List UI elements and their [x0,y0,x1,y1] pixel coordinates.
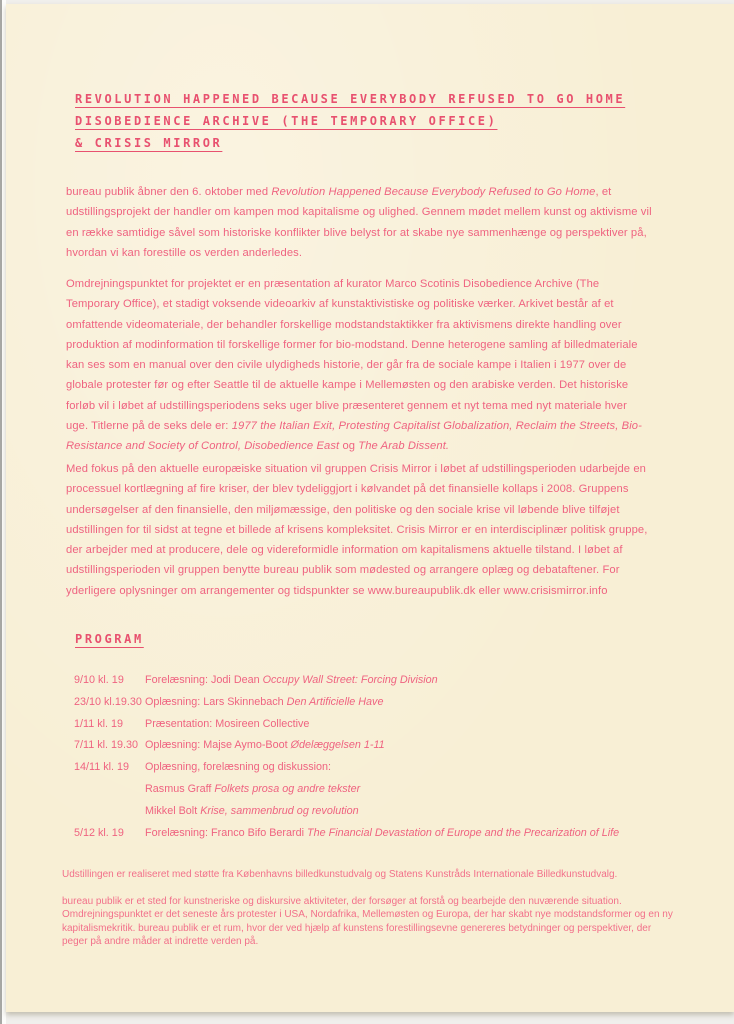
program-event [145,714,694,736]
program-row [74,670,694,692]
text-run: Med fokus på den aktuelle europæiske situation vil gruppen Crisis Mirror i løbet af udstillingsperioden udarbejde en processuel kortlægning af fire kriser, der blev tydeliggjort i kølvandet på det finansielle kollaps i 2008. Gruppens undersøgelser af den finansielle, den miljømæssige, den politiske og den sociale krise vil løbende blive tilføjet udstillingen for til sidst at tegne et billede af krisens kompleksitet. Crisis Mirror er en interdisciplinær politisk gruppe, der arbejder med at producere, dele og videreformidle information om kapitalismens aktuelle tilstand. I løbet af udstillingsperioden vil gruppen benytte bureau publik som mødested og arrangere oplæg og debataftener. For yderligere oplysninger om arrangementer og tidspunkter se www.bureaupublik.dk eller www.crisismirror.info [66,463,648,597]
text-run: Forelæsning: Franco Bifo Berardi [145,826,308,839]
work-title: Krise, sammenbrud og revolution [200,804,359,817]
program-event [145,801,694,823]
program-date: 5/12 kl. 19 [74,826,124,839]
program-event [145,735,694,757]
exhibition-title [75,88,625,154]
program-row [74,757,694,779]
text-run: Mikkel Bolt [145,804,201,817]
program-event [145,823,694,845]
program-row [74,735,694,757]
program-date: 23/10 kl.19.30 [74,695,142,708]
work-title: 1977 the Italian Exit, Protesting Capitalist Globalization, Reclaim the Streets, Bio-Resistance and Society of Control, Disobedience East [66,420,642,453]
work-title: Revolution Happened Because Everybody Refused to Go Home [271,186,596,198]
program-row [74,714,694,736]
program-date: 1/11 kl. 19 [74,717,124,730]
work-title: The Financial Devastation of Europe and the Precarization of Life [307,826,620,839]
text-run: Omdrejningspunktet for projektet er en præsentation af kurator Marco Scotinis Disobedience Archive (The Temporary Office), et stadigt voksende videoarkiv af kunstaktivistiske og politiske værker. Arkivet består af et omfattende videomateriale, der behandler forskellige modstandstaktikker fra aktivismens direkte handling over produktion af modinformation til forskellige former for bio-modstand. Denne heterogene samling af billedmateriale kan ses som en manual over den civile ulydigheds historie, der går fra de sociale kampe i Italien i 1977 over de globale protester før og efter Seattle til de aktuelle kampe i Mellemøsten og den arabiske verden. Det historiske forløb vil i løbet af udstillingsperiodens seks uger blive præsenteret gennem et nyt tema med nyt materiale hver uge. Titlerne på de seks dele er: [66,278,638,433]
program-date: 7/11 kl. 19.30 [74,739,139,752]
text-run: Præsentation: Mosireen Collective [145,717,310,730]
title-line: & CRISIS MIRROR [75,136,223,150]
work-title: Den Artificielle Have [286,695,384,708]
program-date: 14/11 kl. 19 [74,761,130,774]
program-row [74,692,694,714]
program-date [74,779,145,801]
program-list [74,670,694,844]
program-event [145,670,694,692]
work-title: The Arab Dissent. [358,440,450,453]
text-run: Oplæsning: Lars Skinnebach [145,695,287,708]
about-paragraph: bureau publik er et sted for kunstneriske og diskursive aktiviteter, der forsøger at forstå og bearbejde den nuværende situation. Omdrejningspunktet er det seneste års protester i USA, Nordafrika, Mellemøsten og Europa, der har skabt nye modstandsformer og en ny kapitalismekritik. bureau publik er et rum, hvor der ved hjælp af kunstens forestillingsevne genereres betydninger og perspektiver, der peger på andre måder at indrette verden på. [62,896,673,948]
program-date [74,801,145,823]
paper-sheet [6,4,734,1012]
program-row [74,801,694,823]
text-run: bureau publik åbner den 6. oktober med [66,186,272,198]
title-line: DISOBEDIENCE ARCHIVE (THE TEMPORARY OFFICE) [75,114,498,128]
program-event [145,692,694,714]
work-title: Folkets prosa og andre tekster [214,782,361,795]
support-credit-line: Udstillingen er realiseret med støtte fra Københavns billedkunstudvalg og Statens Kunstråds Internationale Billedkunstudvalg. [62,869,618,880]
program-event [145,779,694,801]
text-run: , et udstillingsprojekt der handler om kampen mod kapitalisme og ulighed. Gennem mødet mellem kunst og aktivisme vil en række samtidige såvel som historiske konflikter blive belyst for at skabe nye sammenhænge og perspektiver på, hvordan vi kan forestille os verden anderledes. [66,186,652,259]
text-run: og [339,440,359,453]
intro-paragraph [66,182,652,263]
work-title: Ødelæggelsen 1-11 [290,739,385,752]
program-row [74,823,694,845]
program-row [74,779,694,801]
text-run: Oplæsning: Majse Aymo-Boot [145,739,291,752]
work-title: Occupy Wall Street: Forcing Division [262,674,438,686]
program-heading: PROGRAM [75,632,144,646]
crisis-mirror-paragraph [66,459,652,601]
text-run: Oplæsning, forelæsning og diskussion: [145,761,332,774]
title-line: REVOLUTION HAPPENED BECAUSE EVERYBODY REFUSED TO GO HOME [75,92,626,106]
archive-paragraph [66,274,652,457]
program-event [145,757,694,779]
text-run: Forelæsning: Jodi Dean [145,674,263,686]
program-date: 9/10 kl. 19 [74,674,124,686]
text-run: Rasmus Graff [145,782,215,795]
